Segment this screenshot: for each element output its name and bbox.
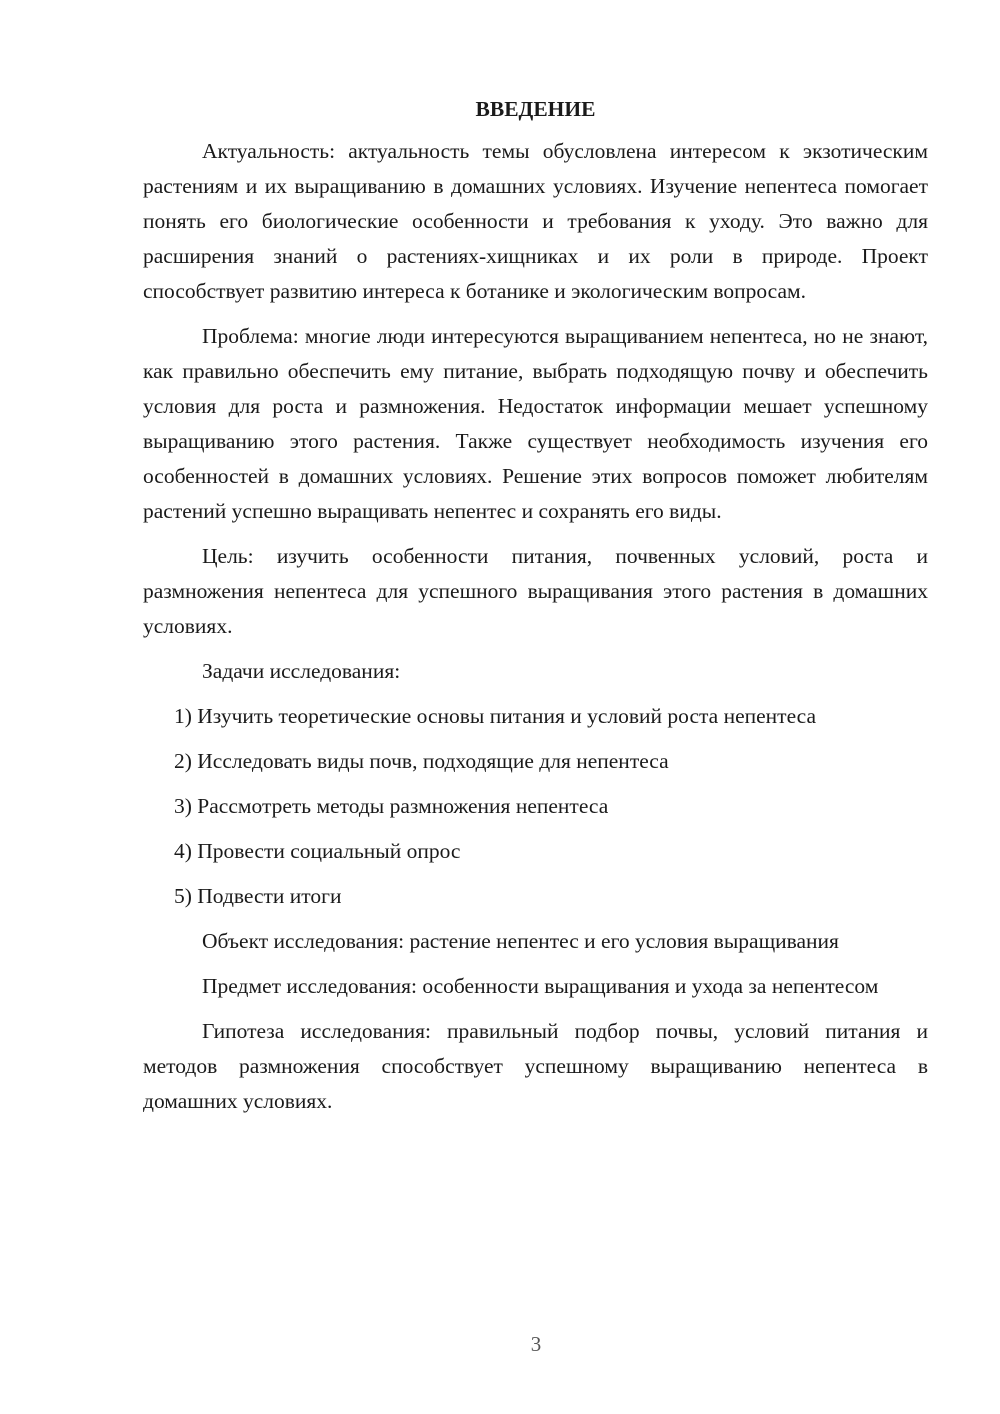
paragraph-subject: Предмет исследования: особенности выращивания и ухода за непентесом: [202, 974, 879, 998]
list-item: 5) Подвести итоги: [174, 884, 342, 908]
list-item: 4) Провести социальный опрос: [174, 839, 461, 863]
paragraph-hypothesis: Гипотеза исследования: правильный подбор почвы, условий питания и методов размножения способствует успешному выращиванию непентеса в домашних условиях.: [143, 1019, 928, 1113]
paragraph-problem: Проблема: многие люди интересуются выращиванием непентеса, но не знают, как правильно обеспечить ему питание, выбрать подходящую почву и обеспечить условия для роста и размножения. Недостаток информации мешает успешному выращиванию этого растения. Также существует необходимость изучения его особенностей в домашних условиях. Решение этих вопросов поможет любителям растений успешно выращивать непентес и сохранять его виды.: [143, 324, 928, 523]
page-number: 3: [530, 1332, 542, 1356]
list-item: 3) Рассмотреть методы размножения непентеса: [174, 794, 609, 818]
paragraph-goal: Цель: изучить особенности питания, почвенных условий, роста и размножения непентеса для успешного выращивания этого растения в домашних условиях.: [143, 544, 928, 638]
list-item: 2) Исследовать виды почв, подходящие для непентеса: [174, 749, 669, 773]
task-list: [143, 699, 928, 914]
section-heading: ВВЕДЕНИЕ: [475, 97, 596, 121]
paragraph-tasks-heading: Задачи исследования:: [202, 659, 401, 683]
paragraph-object: Объект исследования: растение непентес и его условия выращивания: [202, 929, 839, 953]
list-item: 1) Изучить теоретические основы питания и условий роста непентеса: [174, 704, 816, 728]
document-page: [143, 92, 928, 1129]
paragraph-relevance: Актуальность: актуальность темы обусловлена интересом к экзотическим растениям и их выращиванию в домашних условиях. Изучение непентеса помогает понять его биологические особенности и требования к уходу. Это важно для расширения знаний о растениях-хищниках и их роли в природе. Проект способствует развитию интереса к ботанике и экологическим вопросам.: [143, 139, 928, 303]
